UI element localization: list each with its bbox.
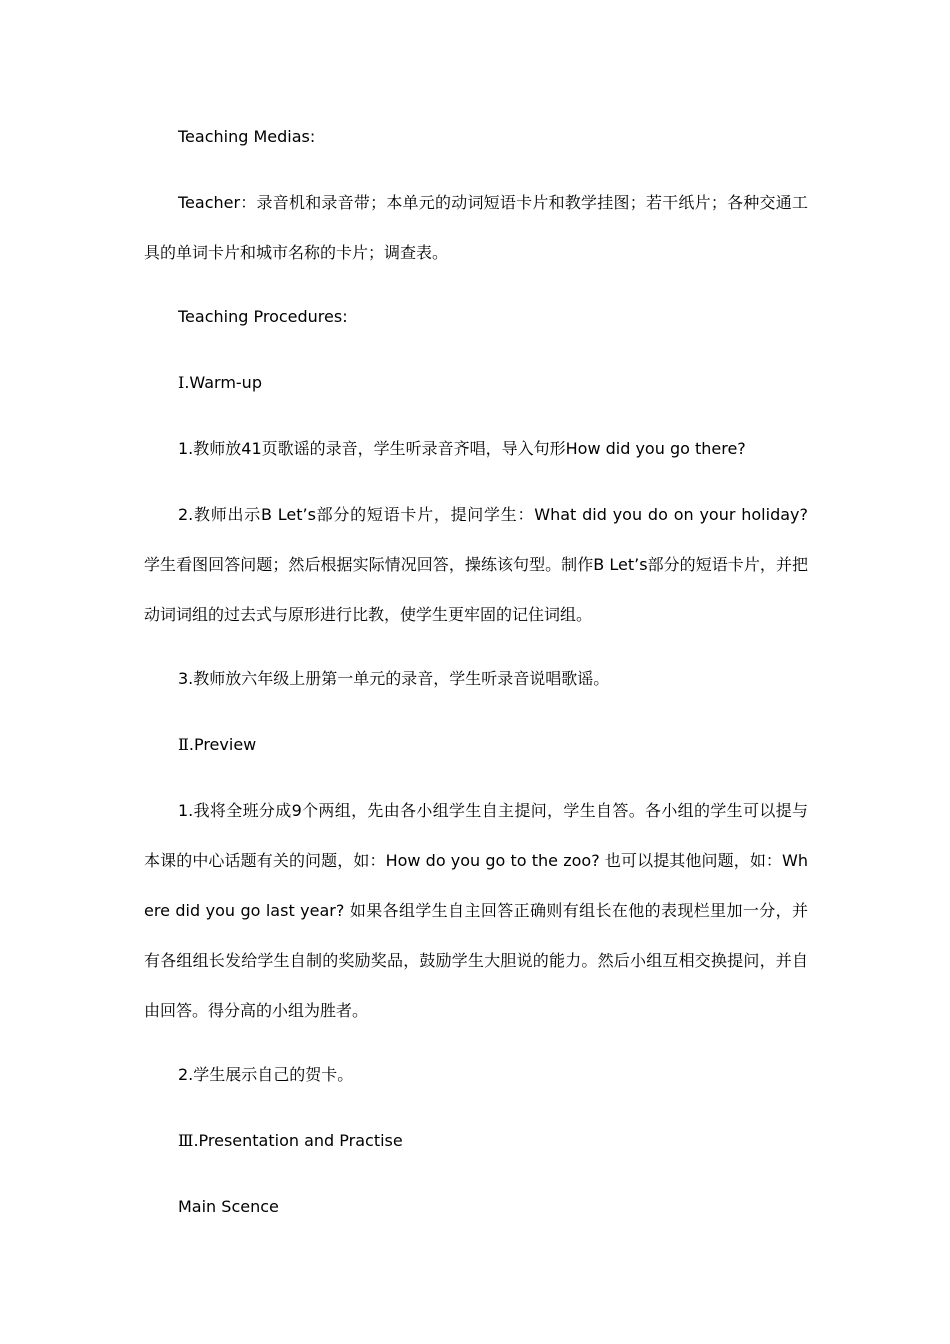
roman-numeral: Ⅲ <box>178 1131 194 1150</box>
warm-up-step-3: 3.教师放六年级上册第一单元的录音，学生听录音说唱歌谣。 <box>178 669 610 688</box>
section-title: .Warm-up <box>184 373 262 392</box>
section-heading-preview <box>144 720 808 770</box>
paragraph-teacher-materials: Teacher：录音机和录音带；本单元的动词短语卡片和教学挂图；若干纸片；各种交通工具的单词卡片和城市名称的卡片；调查表。 <box>144 193 808 262</box>
section-title: .Preview <box>188 735 257 754</box>
roman-numeral: Ⅱ <box>178 735 189 754</box>
section-heading-presentation <box>144 1116 808 1166</box>
section-title: .Presentation and Practise <box>193 1131 403 1150</box>
heading-teaching-procedures: Teaching Procedures: <box>178 307 348 326</box>
preview-step-2: 2.学生展示自己的贺卡。 <box>178 1065 354 1084</box>
heading-teaching-medias: Teaching Medias: <box>178 127 316 146</box>
warm-up-step-2: 2.教师出示B Let’s部分的短语卡片，提问学生：What did you do on your holiday? 学生看图回答问题；然后根据实际情况回答，操练该句型。制作B Let’s部分的短语卡片，并把动词词组的过去式与原形进行比教，使学生更牢固的记住词组。 <box>144 505 808 624</box>
roman-numeral: Ⅰ <box>178 373 185 392</box>
warm-up-step-1: 1.教师放41页歌谣的录音，学生听录音齐唱，导入句形How did you go there? <box>178 439 746 458</box>
preview-step-1: 1.我将全班分成9个两组，先由各小组学生自主提问，学生自答。各小组的学生可以提与本课的中心话题有关的问题，如：How do you go to the zoo? 也可以提其他问题，如：Where did you go last year? 如果各组学生自主回答正确则有组长在他的表现栏里加一分，并有各组组长发给学生自制的奖励奖品，鼓励学生大胆说的能力。然后小组互相交换提问，并自由回答。得分高的小组为胜者。 <box>144 801 808 1020</box>
section-heading-warm-up <box>144 358 808 408</box>
heading-main-scene: Main Scence <box>178 1197 279 1216</box>
